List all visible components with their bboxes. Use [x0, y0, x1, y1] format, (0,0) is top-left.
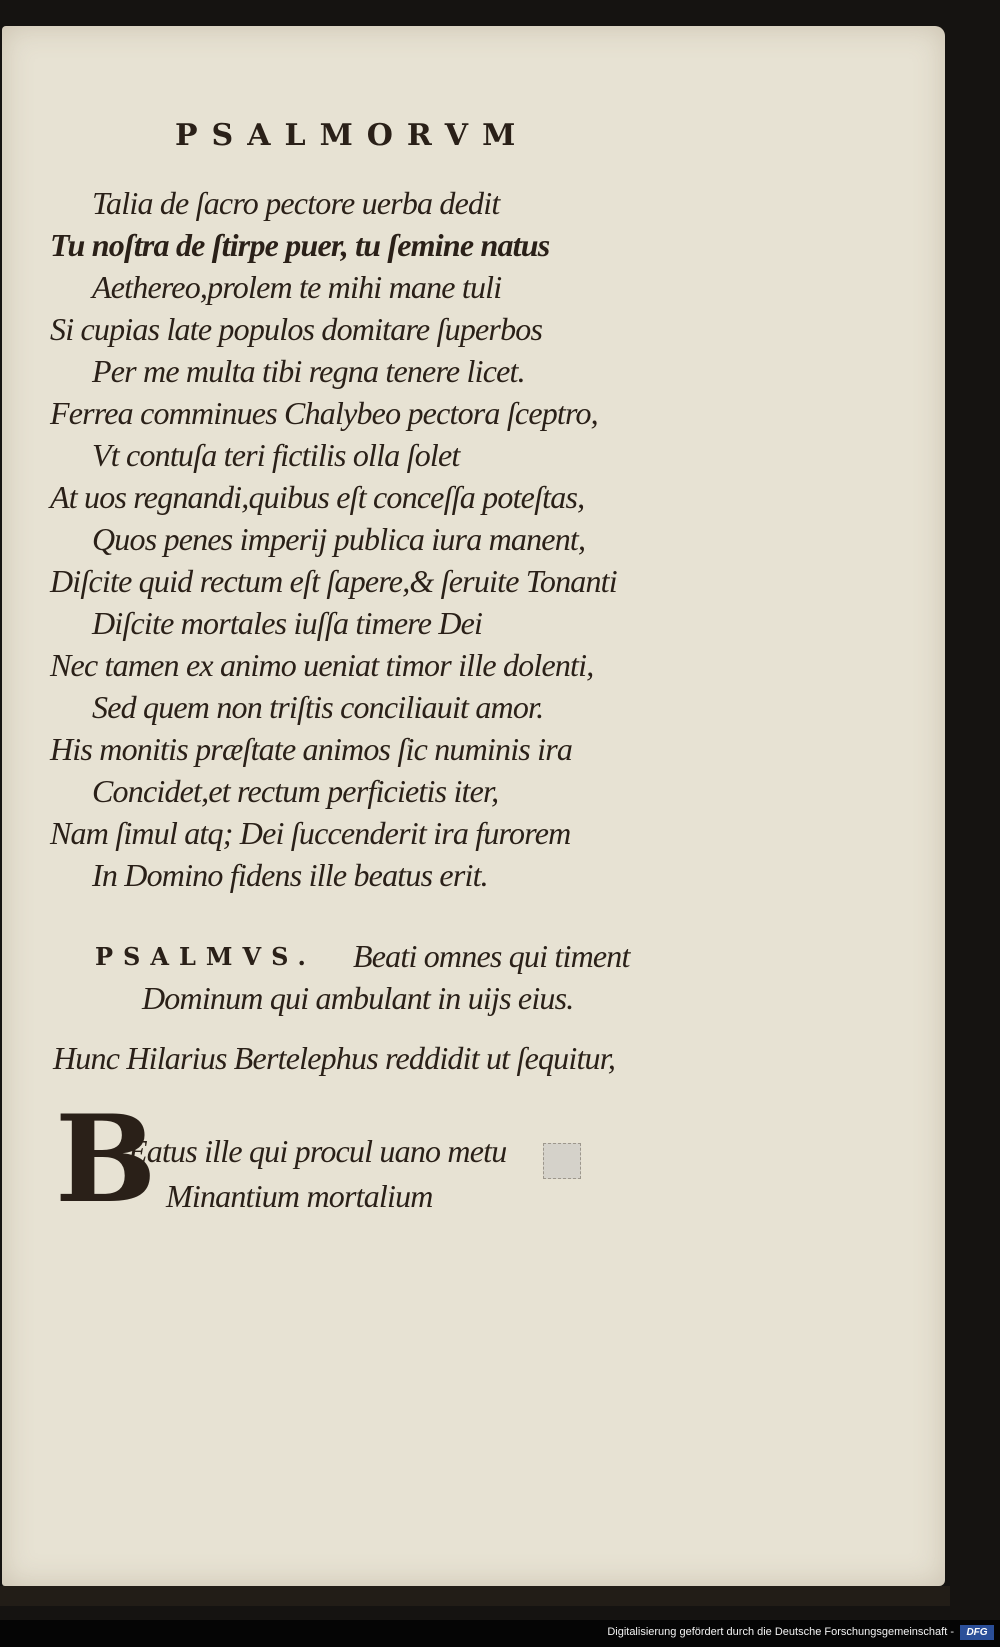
verse-line: Diſcite quid rectum eſt ſapere,& ſeruite Tonanti [50, 563, 617, 599]
opening-line: Eatus ille qui procul uano metu [128, 1133, 507, 1169]
psalm-incipit: Beati omnes qui timent [353, 938, 630, 974]
psalm-incipit: Dominum qui ambulant in uijs eius. [142, 980, 574, 1016]
footer-bar [0, 1620, 1000, 1647]
verse-line: Diſcite mortales iuſſa timere Dei [92, 605, 483, 641]
dfg-logo-icon: DFG [960, 1625, 994, 1640]
verse-line: Nam ſimul atq; Dei ſuccenderit ira furorem [50, 815, 571, 851]
attribution: Hunc Hilarius Bertelephus reddidit ut ſequitur, [53, 1040, 616, 1076]
library-stamp [543, 1143, 581, 1179]
footer-text: Digitalisierung gefördert durch die Deutsche Forschungsgemeinschaft - [607, 1626, 954, 1638]
opening-line: Minantium mortalium [166, 1178, 433, 1214]
verse-line: At uos regnandi,quibus eſt conceſſa poteſtas, [50, 479, 585, 515]
verse-line: Talia de ſacro pectore uerba dedit [92, 185, 500, 221]
verse-line: Concidet,et rectum perficietis iter, [92, 773, 499, 809]
verse-line: In Domino fidens ille beatus erit. [92, 857, 488, 893]
verse-line: Si cupias late populos domitare ſuperbos [50, 311, 543, 347]
verse-line: Aethereo,prolem te mihi mane tuli [92, 269, 502, 305]
running-head: PSALMORVM [175, 118, 530, 153]
psalm-label: PSALMVS. [95, 942, 316, 971]
verse-line: Ferrea comminues Chalybeo pectora ſceptro, [50, 395, 598, 431]
verse-line: Vt contuſa teri fictilis olla ſolet [92, 437, 460, 473]
drop-capital: B [55, 1089, 157, 1230]
verse-line: Quos penes imperij publica iura manent, [92, 521, 586, 557]
verse-line: Nec tamen ex animo ueniat timor ille dolenti, [50, 647, 594, 683]
page-edge [0, 1586, 950, 1606]
verse-line: His monitis præſtate animos ſic numinis ira [50, 731, 573, 767]
verse-line: Per me multa tibi regna tenere licet. [92, 353, 525, 389]
verse-line: Sed quem non triſtis conciliauit amor. [92, 689, 544, 725]
verse-line: Tu noſtra de ſtirpe puer, tu ſemine natus [50, 227, 550, 263]
